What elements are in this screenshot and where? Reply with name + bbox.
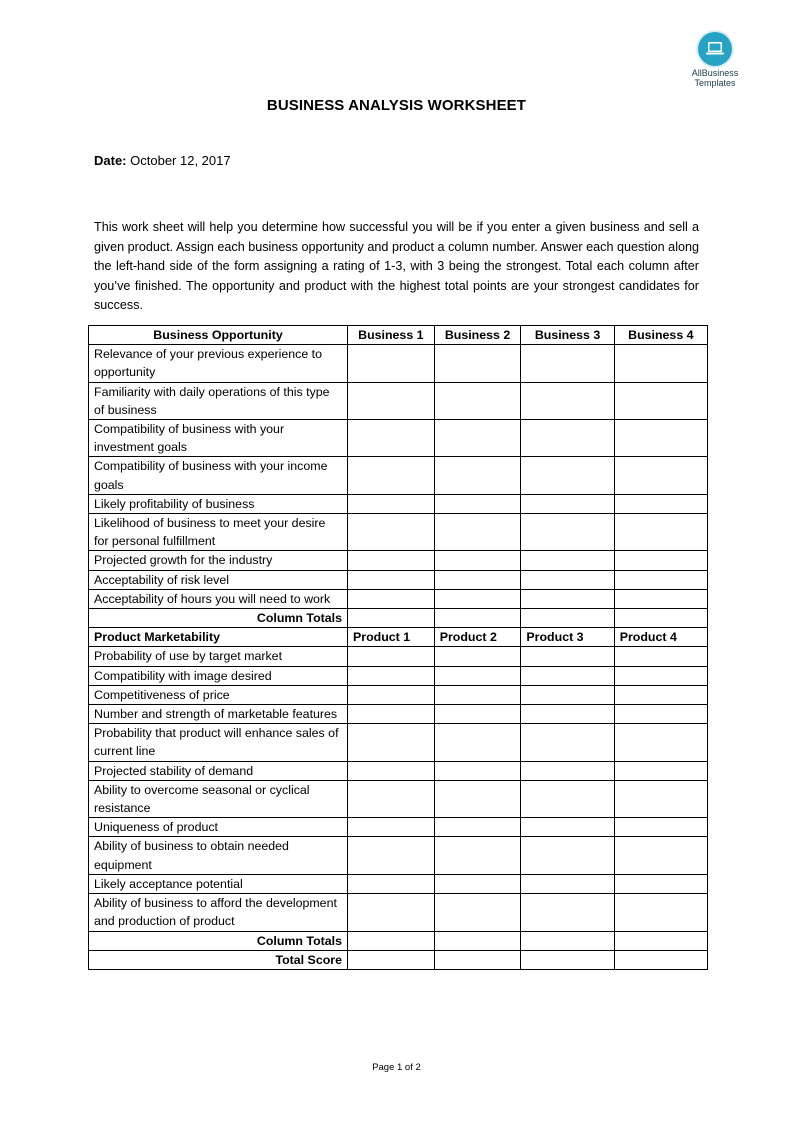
total-cell[interactable] — [521, 931, 614, 950]
rating-cell[interactable] — [521, 514, 614, 551]
table-row — [89, 761, 708, 780]
table-row — [89, 345, 708, 382]
rating-cell[interactable] — [434, 420, 521, 457]
rating-cell[interactable] — [614, 818, 707, 837]
criterion-label: Ability of business to afford the development and production of product — [89, 894, 348, 931]
rating-cell[interactable] — [614, 761, 707, 780]
logo-line-1: AllBusiness — [691, 68, 739, 78]
criterion-label: Number and strength of marketable features — [89, 705, 348, 724]
rating-cell[interactable] — [614, 457, 707, 494]
rating-cell[interactable] — [614, 647, 707, 666]
table-row — [89, 647, 708, 666]
rating-cell[interactable] — [348, 818, 435, 837]
table-row — [89, 724, 708, 761]
rating-cell[interactable] — [434, 457, 521, 494]
criterion-label: Ability of business to obtain needed equipment — [89, 837, 348, 874]
rating-cell[interactable] — [521, 494, 614, 513]
table-row — [89, 551, 708, 570]
criterion-label: Likelihood of business to meet your desire for personal fulfillment — [89, 514, 348, 551]
table-row — [89, 837, 708, 874]
criterion-label: Compatibility of business with your income goals — [89, 457, 348, 494]
worksheet-table — [88, 325, 708, 970]
rating-cell[interactable] — [521, 818, 614, 837]
total-cell[interactable] — [614, 609, 707, 628]
rating-cell[interactable] — [614, 780, 707, 817]
rating-cell[interactable] — [434, 666, 521, 685]
column-totals-row — [89, 609, 708, 628]
criterion-label: Uniqueness of product — [89, 818, 348, 837]
rating-cell[interactable] — [434, 705, 521, 724]
table-row — [89, 494, 708, 513]
page-number: Page 1 of 2 — [372, 1062, 421, 1073]
rating-cell[interactable] — [434, 345, 521, 382]
rating-cell[interactable] — [348, 761, 435, 780]
total-cell[interactable] — [521, 609, 614, 628]
rating-cell[interactable] — [521, 551, 614, 570]
rating-cell[interactable] — [434, 570, 521, 589]
total-cell[interactable] — [348, 950, 435, 969]
rating-cell[interactable] — [434, 837, 521, 874]
rating-cell[interactable] — [614, 382, 707, 419]
criterion-label: Probability that product will enhance sales of current line — [89, 724, 348, 761]
total-cell[interactable] — [434, 609, 521, 628]
rating-cell[interactable] — [521, 780, 614, 817]
total-cell[interactable] — [614, 931, 707, 950]
column-totals-row-label: Column Totals — [89, 609, 348, 628]
rating-cell[interactable] — [348, 837, 435, 874]
table-row — [89, 457, 708, 494]
rating-cell[interactable] — [434, 818, 521, 837]
rating-cell[interactable] — [521, 705, 614, 724]
rating-cell[interactable] — [434, 647, 521, 666]
rating-cell[interactable] — [348, 589, 435, 608]
date-label: Date: — [94, 153, 127, 168]
criterion-label: Acceptability of risk level — [89, 570, 348, 589]
rating-cell[interactable] — [348, 551, 435, 570]
logo-line-2: Templates — [694, 78, 736, 88]
criterion-label: Familiarity with daily operations of this type of business — [89, 382, 348, 419]
column-header: Business 1 — [348, 326, 435, 345]
criterion-label: Probability of use by target market — [89, 647, 348, 666]
rating-cell[interactable] — [521, 685, 614, 704]
logo-text — [680, 68, 750, 88]
rating-cell[interactable] — [614, 874, 707, 893]
criterion-label: Projected growth for the industry — [89, 551, 348, 570]
total-cell[interactable] — [434, 950, 521, 969]
rating-cell[interactable] — [348, 724, 435, 761]
rating-cell[interactable] — [434, 685, 521, 704]
rating-cell[interactable] — [614, 570, 707, 589]
rating-cell[interactable] — [434, 894, 521, 931]
criterion-label: Compatibility of business with your investment goals — [89, 420, 348, 457]
column-header: Product 1 — [348, 628, 435, 647]
criterion-label: Projected stability of demand — [89, 761, 348, 780]
criterion-label: Compatibility with image desired — [89, 666, 348, 685]
rating-cell[interactable] — [614, 705, 707, 724]
table-row — [89, 874, 708, 893]
rating-cell[interactable] — [614, 894, 707, 931]
criterion-label: Likely acceptance potential — [89, 874, 348, 893]
table-row — [89, 666, 708, 685]
rating-cell[interactable] — [434, 724, 521, 761]
table-row — [89, 894, 708, 931]
rating-cell[interactable] — [348, 382, 435, 419]
rating-cell[interactable] — [614, 837, 707, 874]
rating-cell[interactable] — [434, 780, 521, 817]
table-row — [89, 382, 708, 419]
criterion-label: Acceptability of hours you will need to work — [89, 589, 348, 608]
column-header: Business 3 — [521, 326, 614, 345]
rating-cell[interactable] — [614, 589, 707, 608]
total-cell[interactable] — [614, 950, 707, 969]
rating-cell[interactable] — [521, 894, 614, 931]
table-row — [89, 589, 708, 608]
column-header: Product 4 — [614, 628, 707, 647]
rating-cell[interactable] — [348, 666, 435, 685]
rating-cell[interactable] — [521, 874, 614, 893]
rating-cell[interactable] — [521, 570, 614, 589]
total-cell[interactable] — [348, 931, 435, 950]
table-row — [89, 420, 708, 457]
rating-cell[interactable] — [434, 589, 521, 608]
total-cell[interactable] — [434, 931, 521, 950]
rating-cell[interactable] — [614, 514, 707, 551]
rating-cell[interactable] — [521, 647, 614, 666]
rating-cell[interactable] — [614, 494, 707, 513]
section-header-label: Business Opportunity — [89, 326, 348, 345]
rating-cell[interactable] — [521, 382, 614, 419]
total-score-row-label: Total Score — [89, 950, 348, 969]
table-row — [89, 570, 708, 589]
rating-cell[interactable] — [521, 666, 614, 685]
date-line — [94, 153, 231, 168]
column-totals-row — [89, 931, 708, 950]
column-header: Product 2 — [434, 628, 521, 647]
rating-cell[interactable] — [521, 457, 614, 494]
rating-cell[interactable] — [614, 685, 707, 704]
rating-cell[interactable] — [434, 382, 521, 419]
business-header-row — [89, 326, 708, 345]
criterion-label: Competitiveness of price — [89, 685, 348, 704]
rating-cell[interactable] — [434, 874, 521, 893]
page-title: BUSINESS ANALYSIS WORKSHEET — [266, 97, 527, 114]
rating-cell[interactable] — [348, 457, 435, 494]
rating-cell[interactable] — [348, 647, 435, 666]
rating-cell[interactable] — [348, 705, 435, 724]
rating-cell[interactable] — [348, 420, 435, 457]
rating-cell[interactable] — [434, 551, 521, 570]
rating-cell[interactable] — [521, 761, 614, 780]
rating-cell[interactable] — [434, 761, 521, 780]
rating-cell[interactable] — [614, 724, 707, 761]
rating-cell[interactable] — [521, 345, 614, 382]
table-row — [89, 514, 708, 551]
rating-cell[interactable] — [614, 551, 707, 570]
criterion-label: Ability to overcome seasonal or cyclical resistance — [89, 780, 348, 817]
rating-cell[interactable] — [434, 514, 521, 551]
intro-paragraph: This work sheet will help you determine how successful you will be if you enter a given business and sell a given product. Assign each business opportunity and product a column number. Answer each question along the left-hand side of the form assigning a rating of 1-3, with 3 being the strongest. Total each column after you’ve finished. The opportunity and product with the highest total points are your strongest candidates for success. — [94, 220, 699, 312]
total-score-row — [89, 950, 708, 969]
rating-cell[interactable] — [348, 570, 435, 589]
rating-cell[interactable] — [614, 345, 707, 382]
table-row — [89, 818, 708, 837]
total-cell[interactable] — [521, 950, 614, 969]
table-row — [89, 685, 708, 704]
rating-cell[interactable] — [521, 589, 614, 608]
rating-cell[interactable] — [348, 345, 435, 382]
brand-logo — [680, 32, 750, 88]
table-row — [89, 705, 708, 724]
rating-cell[interactable] — [348, 685, 435, 704]
criterion-label: Relevance of your previous experience to opportunity — [89, 345, 348, 382]
date-value: October 12, 2017 — [130, 153, 231, 168]
product-header-row — [89, 628, 708, 647]
rating-cell[interactable] — [614, 666, 707, 685]
rating-cell[interactable] — [521, 420, 614, 457]
table-row — [89, 780, 708, 817]
column-header: Product 3 — [521, 628, 614, 647]
column-totals-row-label: Column Totals — [89, 931, 348, 950]
rating-cell[interactable] — [348, 780, 435, 817]
column-header: Business 2 — [434, 326, 521, 345]
rating-cell[interactable] — [348, 514, 435, 551]
rating-cell[interactable] — [348, 494, 435, 513]
column-header: Business 4 — [614, 326, 707, 345]
rating-cell[interactable] — [521, 724, 614, 761]
rating-cell[interactable] — [434, 494, 521, 513]
criterion-label: Likely profitability of business — [89, 494, 348, 513]
rating-cell[interactable] — [521, 837, 614, 874]
laptop-icon — [698, 32, 732, 66]
total-cell[interactable] — [348, 609, 435, 628]
rating-cell[interactable] — [348, 874, 435, 893]
rating-cell[interactable] — [614, 420, 707, 457]
section-header-label: Product Marketability — [89, 628, 348, 647]
rating-cell[interactable] — [348, 894, 435, 931]
